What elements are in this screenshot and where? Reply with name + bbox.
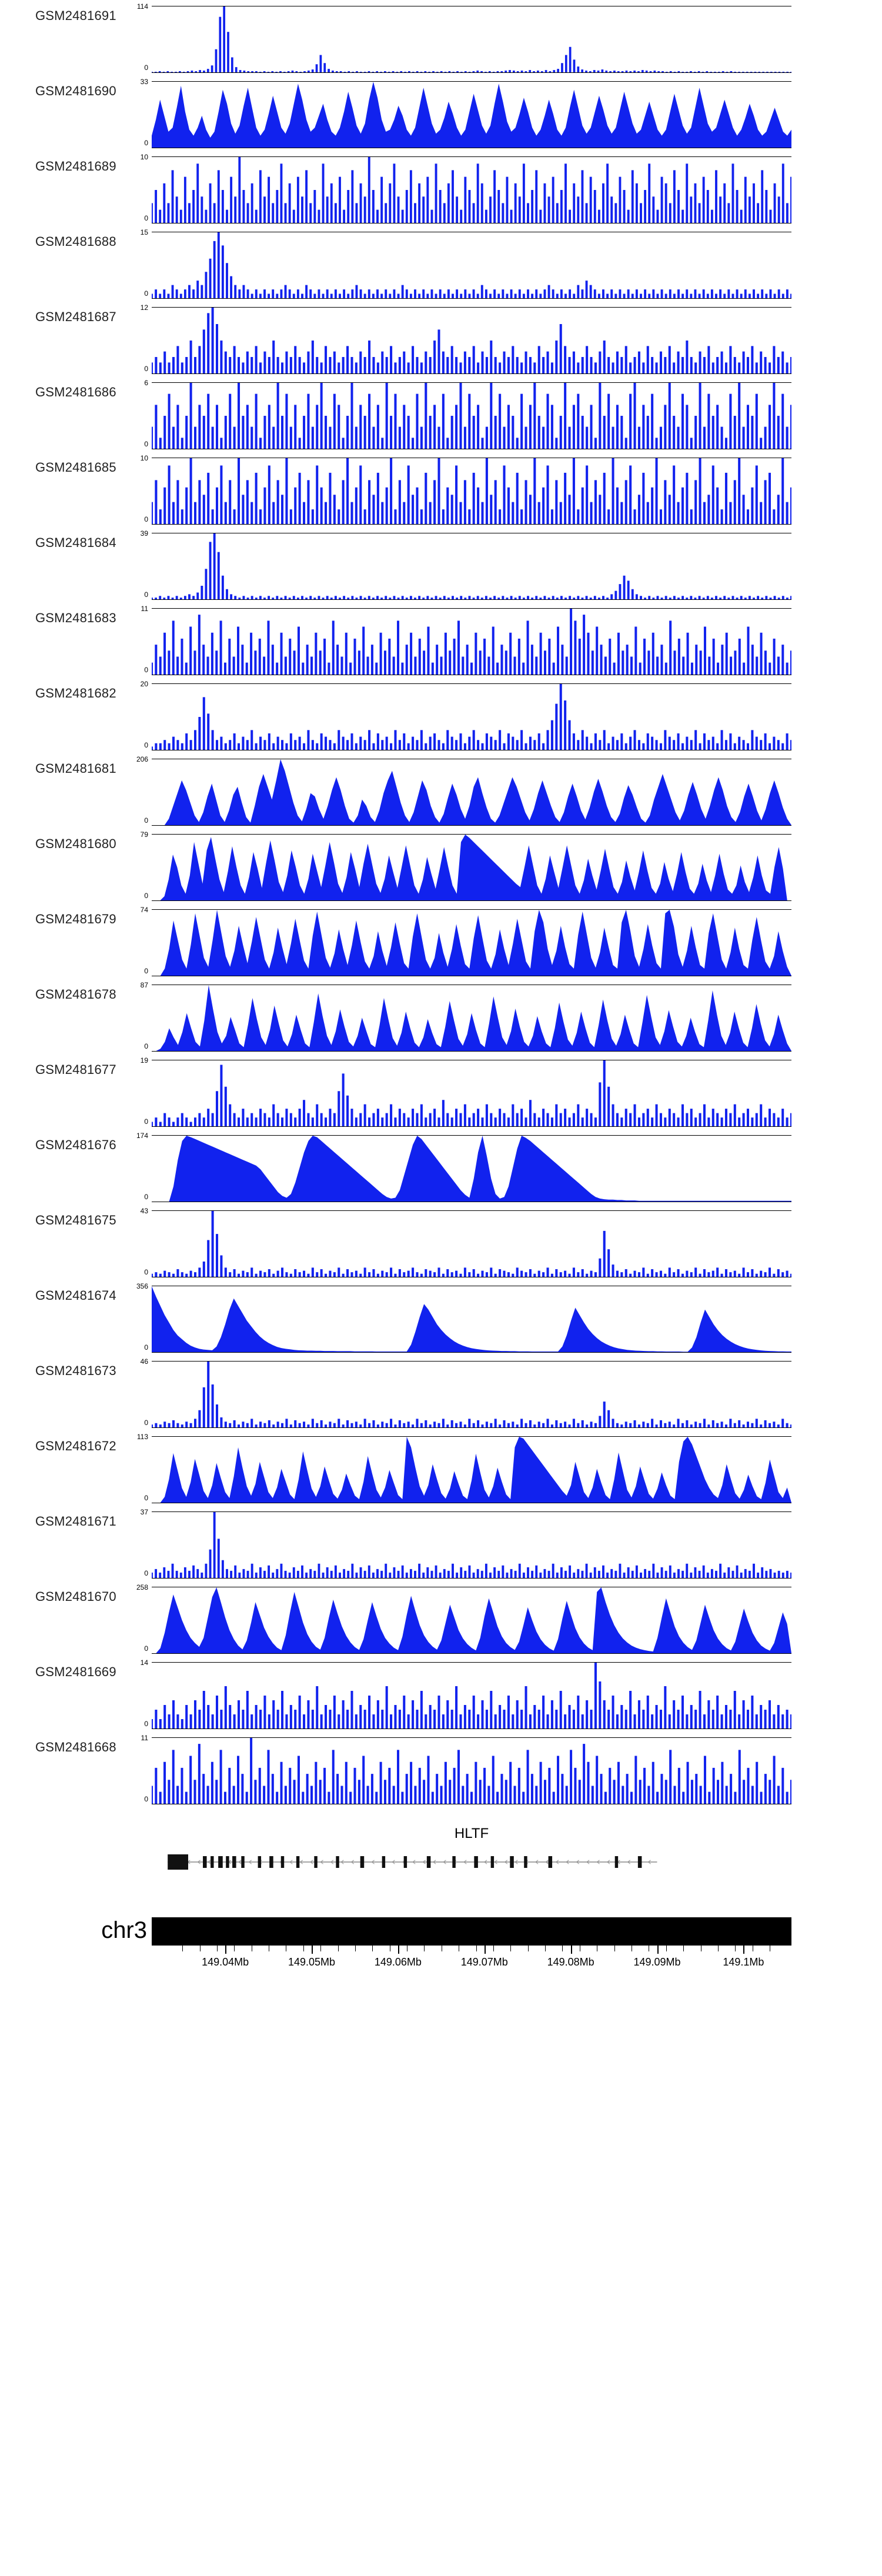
gene-model-section xyxy=(0,1821,882,1909)
track-plot[interactable] xyxy=(152,1436,791,1503)
track-axis-min: 0 xyxy=(144,590,148,599)
track-axis-max: 46 xyxy=(140,1357,148,1366)
axis-tick-label: 149.1Mb xyxy=(723,1956,764,1968)
axis-tick-major xyxy=(485,1946,486,1954)
track-label: GSM2481680 xyxy=(35,836,116,851)
axis-tick-minor xyxy=(338,1946,339,1951)
track-axis-max: 37 xyxy=(140,1508,148,1516)
track-plot[interactable] xyxy=(152,1587,791,1654)
track-axis-min: 0 xyxy=(144,1117,148,1126)
track-label: GSM2481678 xyxy=(35,987,116,1002)
coverage-track xyxy=(0,301,882,376)
track-label: GSM2481684 xyxy=(35,535,116,550)
track-plot[interactable] xyxy=(152,458,791,525)
coverage-track xyxy=(0,828,882,903)
track-label: GSM2481683 xyxy=(35,610,116,625)
track-plot[interactable] xyxy=(152,307,791,374)
gene-model-plot[interactable] xyxy=(152,1841,791,1882)
track-axis-max: 356 xyxy=(136,1282,148,1290)
axis-tick-major xyxy=(571,1946,572,1954)
track-axis-max: 114 xyxy=(136,2,148,11)
track-axis-min: 0 xyxy=(144,139,148,147)
coverage-track xyxy=(0,75,882,151)
axis-tick-major xyxy=(398,1946,399,1954)
axis-tick-minor xyxy=(182,1946,183,1951)
coverage-track xyxy=(0,753,882,828)
track-plot[interactable] xyxy=(152,834,791,901)
axis-tick-label: 149.07Mb xyxy=(460,1956,508,1968)
coverage-track xyxy=(0,1506,882,1581)
track-axis-min: 0 xyxy=(144,365,148,373)
track-label: GSM2481690 xyxy=(35,84,116,98)
track-label: GSM2481671 xyxy=(35,1514,116,1529)
track-axis-max: 15 xyxy=(140,228,148,236)
axis-tick-minor xyxy=(562,1946,563,1951)
axis-tick-minor xyxy=(666,1946,667,1951)
track-label: GSM2481676 xyxy=(35,1137,116,1152)
axis-tick-minor xyxy=(735,1946,736,1951)
axis-tick-minor xyxy=(303,1946,304,1951)
track-axis-min: 0 xyxy=(144,64,148,72)
track-label: GSM2481685 xyxy=(35,460,116,475)
track-plot[interactable] xyxy=(152,1135,791,1202)
track-axis-max: 20 xyxy=(140,680,148,688)
axis-tick-minor xyxy=(493,1946,494,1951)
track-label: GSM2481688 xyxy=(35,234,116,249)
track-label: GSM2481672 xyxy=(35,1439,116,1453)
track-plot[interactable] xyxy=(152,1662,791,1729)
track-label: GSM2481679 xyxy=(35,912,116,926)
axis-tick-minor xyxy=(614,1946,615,1951)
track-axis-min: 0 xyxy=(144,967,148,975)
track-plot[interactable] xyxy=(152,382,791,449)
coverage-track xyxy=(0,226,882,301)
track-axis-min: 0 xyxy=(144,1720,148,1728)
track-label: GSM2481682 xyxy=(35,686,116,700)
track-axis-min: 0 xyxy=(144,741,148,749)
coverage-track xyxy=(0,151,882,226)
chromosome-ticks xyxy=(152,1946,791,1954)
track-label: GSM2481686 xyxy=(35,385,116,399)
axis-tick-label: 149.06Mb xyxy=(374,1956,422,1968)
track-label: GSM2481689 xyxy=(35,159,116,173)
track-axis-max: 113 xyxy=(136,1433,148,1441)
track-axis-min: 0 xyxy=(144,289,148,298)
coverage-track xyxy=(0,1355,882,1430)
track-axis-min: 0 xyxy=(144,892,148,900)
axis-tick-minor xyxy=(476,1946,477,1951)
track-plot[interactable] xyxy=(152,1361,791,1428)
axis-tick-label: 149.09Mb xyxy=(633,1956,681,1968)
axis-tick-minor xyxy=(683,1946,684,1951)
track-plot[interactable] xyxy=(152,533,791,600)
track-axis-min: 0 xyxy=(144,1494,148,1502)
track-axis-min: 0 xyxy=(144,1419,148,1427)
track-axis-max: 74 xyxy=(140,906,148,914)
track-plot[interactable] xyxy=(152,1737,791,1804)
axis-tick-minor xyxy=(355,1946,356,1951)
track-axis-max: 19 xyxy=(140,1056,148,1065)
track-axis-min: 0 xyxy=(144,1644,148,1653)
track-axis-min: 0 xyxy=(144,666,148,674)
chromosome-label: chr3 xyxy=(101,1917,147,1943)
axis-tick-minor xyxy=(320,1946,321,1951)
track-plot[interactable] xyxy=(152,759,791,826)
track-axis-max: 10 xyxy=(140,454,148,462)
coverage-track xyxy=(0,376,882,452)
track-axis-max: 33 xyxy=(140,78,148,86)
track-label: GSM2481668 xyxy=(35,1740,116,1754)
track-label: GSM2481673 xyxy=(35,1363,116,1378)
coverage-track xyxy=(0,1430,882,1506)
track-axis-max: 174 xyxy=(136,1132,148,1140)
track-axis-max: 43 xyxy=(140,1207,148,1215)
axis-tick-major xyxy=(312,1946,313,1954)
track-axis-min: 0 xyxy=(144,214,148,222)
track-axis-min: 0 xyxy=(144,816,148,825)
track-axis-max: 10 xyxy=(140,153,148,161)
track-plot[interactable] xyxy=(152,1060,791,1127)
gene-label: HLTF xyxy=(454,1826,489,1841)
coverage-track xyxy=(0,903,882,979)
track-axis-min: 0 xyxy=(144,440,148,448)
axis-tick-minor xyxy=(718,1946,719,1951)
track-label: GSM2481677 xyxy=(35,1062,116,1077)
axis-tick-minor xyxy=(200,1946,201,1951)
chromosome-bar xyxy=(152,1917,791,1946)
track-axis-max: 14 xyxy=(140,1659,148,1667)
chromosome-tick-labels xyxy=(152,1956,791,1970)
axis-tick-label: 149.04Mb xyxy=(202,1956,249,1968)
track-plot[interactable] xyxy=(152,608,791,675)
track-plot[interactable] xyxy=(152,1511,791,1579)
chromosome-axis-section xyxy=(0,1909,882,1997)
axis-tick-label: 149.08Mb xyxy=(547,1956,594,1968)
track-plot[interactable] xyxy=(152,232,791,299)
coverage-track xyxy=(0,1204,882,1280)
track-plot[interactable] xyxy=(152,1286,791,1353)
track-axis-max: 206 xyxy=(136,755,148,763)
track-label: GSM2481670 xyxy=(35,1589,116,1604)
coverage-track xyxy=(0,1731,882,1807)
coverage-track xyxy=(0,1129,882,1204)
track-label: GSM2481669 xyxy=(35,1664,116,1679)
axis-tick-minor xyxy=(510,1946,511,1951)
track-plot[interactable] xyxy=(152,909,791,976)
track-axis-min: 0 xyxy=(144,1795,148,1803)
axis-tick-minor xyxy=(424,1946,425,1951)
track-plot[interactable] xyxy=(152,985,791,1052)
coverage-track xyxy=(0,1581,882,1656)
track-axis-min: 0 xyxy=(144,515,148,523)
coverage-track xyxy=(0,602,882,678)
track-label: GSM2481674 xyxy=(35,1288,116,1303)
track-axis-max: 6 xyxy=(144,379,148,387)
coverage-track xyxy=(0,452,882,527)
track-label: GSM2481681 xyxy=(35,761,116,776)
coverage-track xyxy=(0,527,882,602)
coverage-track xyxy=(0,1656,882,1731)
track-axis-max: 39 xyxy=(140,529,148,538)
coverage-track xyxy=(0,678,882,753)
track-axis-max: 12 xyxy=(140,303,148,312)
track-axis-min: 0 xyxy=(144,1569,148,1577)
track-plot[interactable] xyxy=(152,6,791,73)
track-axis-min: 0 xyxy=(144,1268,148,1276)
axis-tick-minor xyxy=(372,1946,373,1951)
track-plot[interactable] xyxy=(152,683,791,750)
track-label: GSM2481691 xyxy=(35,8,116,23)
coverage-track xyxy=(0,1280,882,1355)
track-axis-min: 0 xyxy=(144,1042,148,1050)
track-axis-min: 0 xyxy=(144,1343,148,1352)
axis-tick-major xyxy=(225,1946,226,1954)
track-plot[interactable] xyxy=(152,156,791,223)
track-label: GSM2481675 xyxy=(35,1213,116,1227)
axis-tick-minor xyxy=(528,1946,529,1951)
axis-tick-minor xyxy=(545,1946,546,1951)
coverage-track xyxy=(0,1054,882,1129)
track-axis-max: 11 xyxy=(141,605,148,613)
track-plot[interactable] xyxy=(152,1210,791,1277)
track-axis-max: 258 xyxy=(136,1583,148,1591)
track-label: GSM2481687 xyxy=(35,309,116,324)
track-axis-max: 79 xyxy=(140,830,148,839)
axis-tick-minor xyxy=(234,1946,235,1951)
axis-tick-major xyxy=(657,1946,659,1954)
axis-tick-label: 149.05Mb xyxy=(288,1956,336,1968)
coverage-track xyxy=(0,979,882,1054)
track-plot[interactable] xyxy=(152,81,791,148)
axis-tick-major xyxy=(743,1946,744,1954)
coverage-track xyxy=(0,0,882,75)
track-axis-min: 0 xyxy=(144,1193,148,1201)
track-axis-max: 11 xyxy=(141,1734,148,1742)
track-axis-max: 87 xyxy=(140,981,148,989)
axis-tick-minor xyxy=(217,1946,218,1951)
